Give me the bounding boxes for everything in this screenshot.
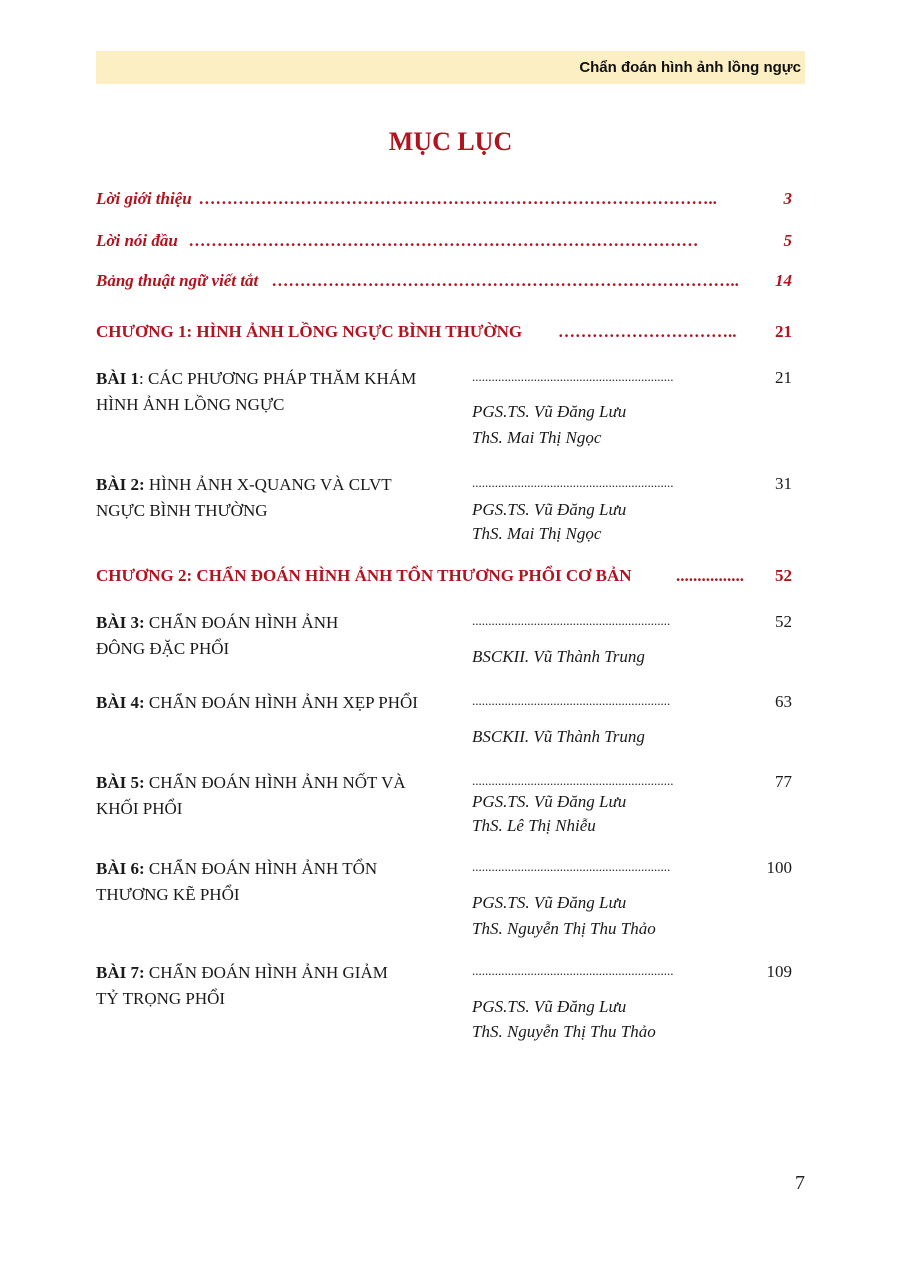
author-name: PGS.TS. Vũ Đăng Lưu (472, 792, 627, 811)
lesson-title-line2: HÌNH ẢNH LỒNG NGỰC (96, 395, 285, 414)
lesson-title-line1: CHẨN ĐOÁN HÌNH ẢNH TỔN (148, 859, 378, 878)
author-name: ThS. Nguyễn Thị Thu Thảo (472, 919, 656, 938)
toc-leader-dots: ………………………….. (558, 322, 737, 341)
toc-page-number: 21 (775, 322, 792, 341)
toc-entry-label: Bảng thuật ngữ viết tắt (96, 271, 259, 290)
author-name: ThS. Mai Thị Ngọc (472, 524, 602, 543)
running-title: Chẩn đoán hình ảnh lồng ngực (579, 59, 801, 76)
lesson-number: BÀI 2: (96, 475, 145, 494)
lesson-title-line1: CHẨN ĐOÁN HÌNH ẢNH GIẢM (148, 963, 388, 982)
toc-page-number: 5 (783, 231, 792, 250)
lesson-title-line2: KHỐI PHỔI (96, 799, 183, 818)
lesson-title-line1: CHẨN ĐOÁN HÌNH ẢNH XẸP PHỔI (148, 693, 418, 712)
toc-leader-dots: ……………………………………………………………………….. (272, 271, 740, 290)
author-name: ThS. Lê Thị Nhiễu (472, 816, 596, 835)
lesson-title-line1: CHẨN ĐOÁN HÌNH ẢNH (148, 613, 339, 632)
lesson-number: BÀI 4: (96, 693, 145, 712)
toc-page-number: 63 (775, 692, 792, 711)
author-name: BSCKII. Vũ Thành Trung (472, 647, 645, 666)
author-name: BSCKII. Vũ Thành Trung (472, 727, 645, 746)
toc-page-number: 14 (775, 271, 792, 290)
lesson-number: BÀI 5: (96, 773, 145, 792)
lesson-title-line1: CÁC PHƯƠNG PHÁP THĂM KHÁM (147, 369, 417, 388)
toc-page-number: 100 (766, 858, 792, 877)
lesson-title (96, 770, 456, 822)
author-name: PGS.TS. Vũ Đăng Lưu (472, 893, 627, 912)
toc-leader-dots: ............................................................. (472, 693, 671, 708)
lesson-title-line1: HÌNH ẢNH X-QUANG VÀ CLVT (148, 475, 392, 494)
lesson-title (96, 472, 456, 524)
toc-page-number: 3 (783, 189, 792, 208)
toc-page-number: 77 (775, 772, 792, 791)
lesson-title (96, 610, 456, 662)
lesson-number: BÀI 3: (96, 613, 145, 632)
chapter-label: CHƯƠNG 2: CHẨN ĐOÁN HÌNH ẢNH TỔN THƯƠNG PHỔI CƠ BẢN (96, 566, 632, 585)
toc-leader-dots: ……………………………………………………………………………….. (199, 189, 718, 208)
toc-page-number: 52 (775, 566, 792, 585)
author-name: PGS.TS. Vũ Đăng Lưu (472, 500, 627, 519)
toc-entry-label: Lời giới thiệu (96, 189, 192, 208)
lesson-title (96, 856, 456, 908)
toc-leader-dots: .............................................................. (472, 773, 674, 788)
toc-leader-dots: ……………………………………………………………………………… (189, 231, 699, 250)
lesson-title (96, 960, 456, 1012)
chapter-label: CHƯƠNG 1: HÌNH ẢNH LỒNG NGỰC BÌNH THƯỜNG (96, 322, 523, 341)
toc-leader-dots: ............................................................. (472, 859, 671, 874)
toc-leader-dots: .............................................................. (472, 475, 674, 490)
toc-page-number: 52 (775, 612, 792, 631)
author-name: PGS.TS. Vũ Đăng Lưu (472, 997, 627, 1016)
lesson-number: BÀI 6: (96, 859, 145, 878)
lesson-title-line2: TỶ TRỌNG PHỔI (96, 989, 226, 1008)
page-number: 7 (795, 1172, 805, 1194)
toc-title: MỤC LỤC (388, 127, 513, 156)
toc-leader-dots: ................ (676, 566, 744, 585)
toc-leader-dots: ............................................................. (472, 613, 671, 628)
running-header (96, 51, 805, 84)
lesson-title-line2: ĐÔNG ĐẶC PHỔI (96, 639, 230, 658)
lesson-title-line2: NGỰC BÌNH THƯỜNG (96, 501, 268, 520)
lesson-title: BÀI 1: CÁC PHƯƠNG PHÁP THĂM KHÁM HÌNH ẢNH LỒNG NGỰC (96, 369, 417, 414)
author-name: PGS.TS. Vũ Đăng Lưu (472, 402, 627, 421)
author-name: ThS. Mai Thị Ngọc (472, 428, 602, 447)
toc-page-number: 109 (766, 962, 792, 981)
toc-leader-dots: .............................................................. (472, 369, 674, 384)
lesson-number: BÀI 1 (96, 369, 139, 388)
toc-page-number: 21 (775, 368, 792, 387)
lesson-title (96, 690, 476, 716)
lesson-number: BÀI 7: (96, 963, 145, 982)
author-name: ThS. Nguyễn Thị Thu Thảo (472, 1022, 656, 1041)
lesson-title-line1: CHẨN ĐOÁN HÌNH ẢNH NỐT VÀ (148, 773, 406, 792)
toc-leader-dots: .............................................................. (472, 963, 674, 978)
toc-entry-label: Lời nói đầu (96, 231, 178, 250)
lesson-title-line2: THƯƠNG KẼ PHỔI (96, 885, 240, 904)
toc-page-number: 31 (775, 474, 792, 493)
